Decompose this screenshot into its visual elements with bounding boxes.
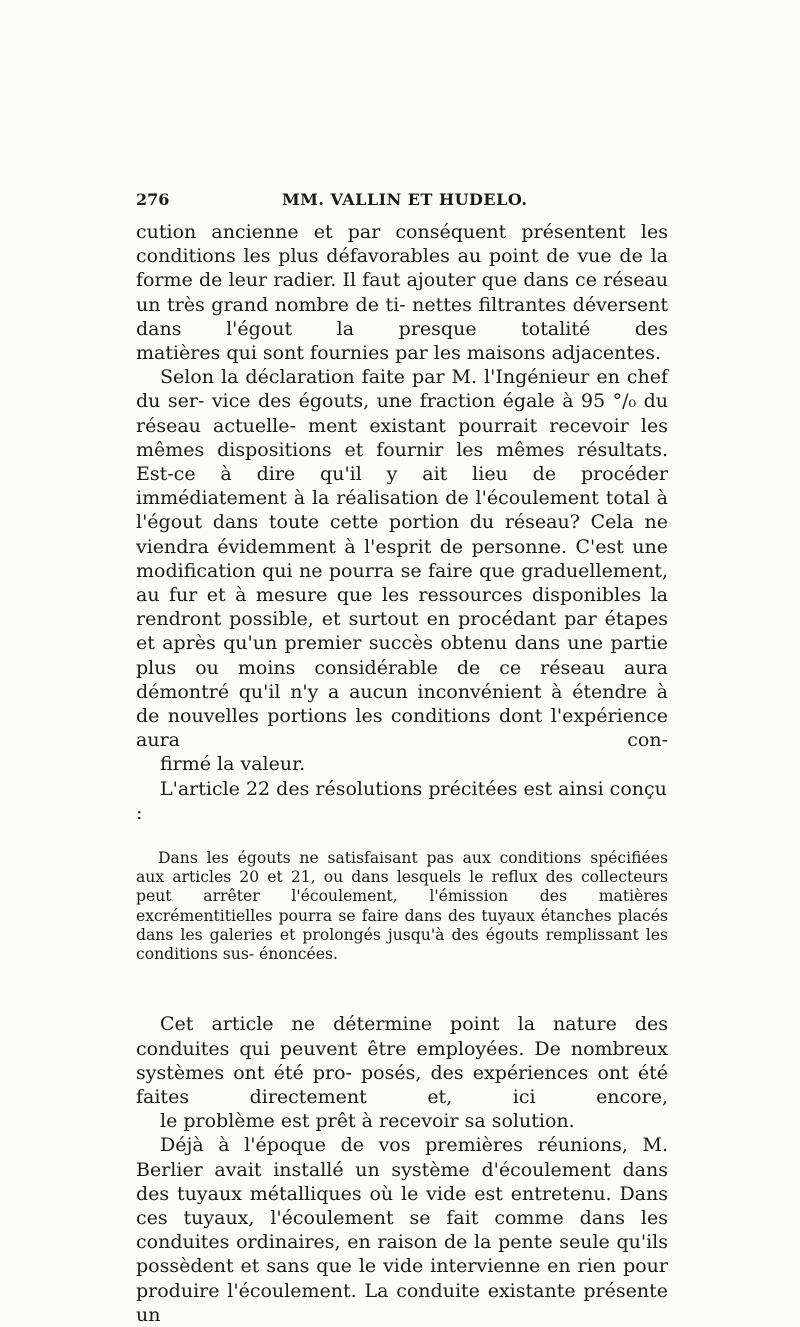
paragraph-2 [136,365,668,776]
paragraph-text: Déjà à l'époque de vos premières réunions, M. Berlier avait installé un système d'écoulement dans des tuyaux métalliques où le vide est entretenu. Dans ces tuyaux, l'écoulement se fait comme dans les conduites ordinaires, en raison de la pente seule qu'ils possèdent et sans que le vide intervienne en rien pour produire l'écoulement. La conduite existante présente un [136,1134,668,1326]
running-title: MM. VALLIN ET HUDELO. [281,190,528,209]
paragraph-last-line: L'article 22 des résolutions précitées est ainsi conçu : [136,777,667,824]
paragraph-5 [136,1133,668,1327]
paragraph-text: Selon la déclaration faite par M. l'Ingénieur en chef du ser- vice des égouts, une fraction égale à 95 °/₀ du réseau actuelle- ment existant pourrait recevoir les mêmes dispositions et fournir les mêmes résultats. Est-ce à dire qu'il y ait lieu de procéder immédiatement à la réalisation de l'écoulement total à l'égout dans toute cette portion du réseau? Cela ne viendra évidemment à l'esprit de personne. C'est une modification qui ne pourra se faire que graduellement, au fur et à mesure que les ressources disponibles la rendront possible, et surtout en procédant par étapes et après qu'un premier succès obtenu dans une partie plus ou moins considérable de ce réseau aura démontré qu'il n'y a aucun inconvénient à étendre à de nouvelles portions les conditions dont l'expérience aura con- [136,366,668,752]
paragraph-last-line: le problème est prêt à recevoir sa solution. [160,1110,575,1133]
paragraph-text: Cet article ne détermine point la nature des conduites qui peuvent être employées. De nombreux systèmes ont été pro- posés, des expériences ont été faites directement et, ici encore, [136,1013,668,1108]
paragraph-last-line: firmé la valeur. [160,753,306,776]
paragraph-text: cution ancienne et par conséquent présentent les conditions les plus défavorables au point de vue de la forme de leur radier. Il faut ajouter que dans ce réseau un très grand nombre de ti- nettes filtrantes déversent dans l'égout la presque totalité des [136,221,668,340]
book-page [136,190,668,1327]
quoted-article: Dans les égouts ne satisfaisant pas aux conditions spécifiées aux articles 20 et 21, ou dans lesquels le reflux des collecteurs peut arrêter l'écoulement, l'émission des matières excrémentitielles pourra se faire dans des tuyaux étanches placés dans les galeries et prolongés jusqu'à des égouts remplissant les conditions sus- énoncées. [136,849,668,964]
paragraph-4 [136,1012,668,1133]
page-number: 276 [136,190,170,209]
paragraph-3 [136,777,668,825]
page-header [136,190,668,220]
paragraph-last-line: matières qui sont fournies par les maisons adjacentes. [136,342,662,365]
paragraph-1 [136,220,668,365]
